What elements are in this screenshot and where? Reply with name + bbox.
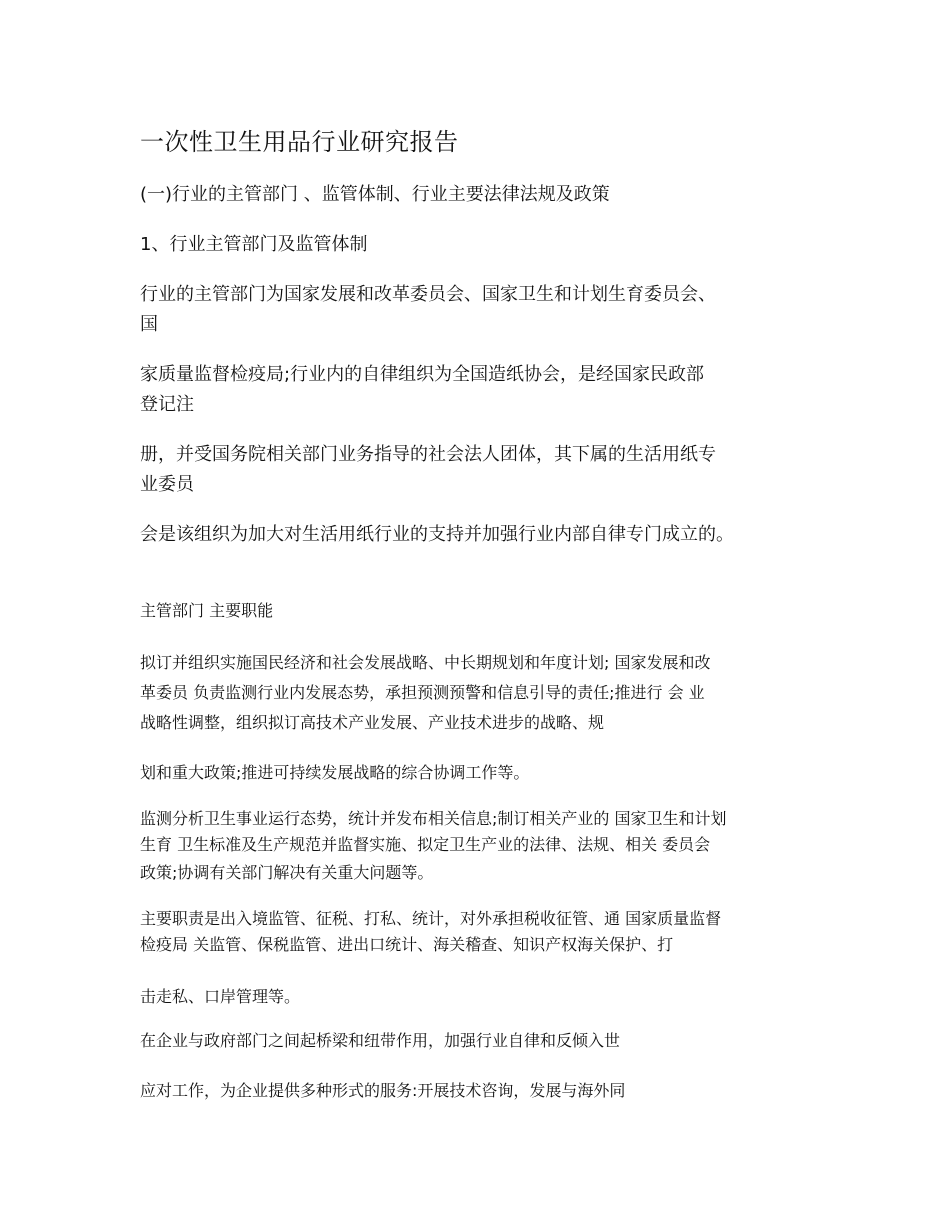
ndrc-line: 战略性调整，组织拟订高技术产业发展、产业技术进步的战略、规 bbox=[140, 713, 605, 732]
ndrc-line: 革委员 负责监测行业内发展态势，承担预测预警和信息引导的责任;推进行 会 业 bbox=[140, 683, 705, 702]
nhfpc-line: 监测分析卫生事业运行态势，统计并发布相关信息;制订相关产业的 国家卫生和计划 bbox=[140, 809, 727, 828]
intro-line: 业委员 bbox=[140, 474, 194, 495]
intro-line: 家质量监督检疫局;行业内的自律组织为全国造纸协会，是经国家民政部 bbox=[140, 364, 705, 385]
nhfpc-line: 生育 卫生标准及生产规范并监督实施、拟定卫生产业的法律、法规、相关 委员会 bbox=[140, 835, 711, 854]
ndrc-line: 划和重大政策;推进可持续发展战略的综合协调工作等。 bbox=[140, 763, 530, 782]
intro-line: 会是该组织为加大对生活用纸行业的支持并加强行业内部自律专门成立的。 bbox=[140, 524, 734, 545]
association-line: 应对工作，为企业提供多种形式的服务:开展技术咨询，发展与海外同 bbox=[140, 1081, 626, 1100]
aqsiq-line: 检疫局 关监管、保税监管、进出口统计、海关稽查、知识产权海关保护、打 bbox=[140, 935, 674, 954]
intro-line: 登记注 bbox=[140, 394, 194, 415]
table-header: 主管部门 主要职能 bbox=[140, 601, 274, 620]
subsection-heading: 1、行业主管部门及监管体制 bbox=[140, 234, 368, 255]
intro-line: 行业的主管部门为国家发展和改革委员会、国家卫生和计划生育委员会、 bbox=[140, 284, 716, 305]
nhfpc-line: 政策;协调有关部门解决有关重大问题等。 bbox=[140, 863, 434, 882]
aqsiq-line: 击走私、口岸管理等。 bbox=[140, 987, 301, 1006]
association-line: 在企业与政府部门之间起桥梁和纽带作用，加强行业自律和反倾入世 bbox=[140, 1031, 621, 1050]
intro-line: 册，并受国务院相关部门业务指导的社会法人团体，其下属的生活用纸专 bbox=[140, 444, 716, 465]
document-title: 一次性卫生用品行业研究报告 bbox=[140, 128, 459, 156]
ndrc-line: 拟订并组织实施国民经济和社会发展战略、中长期规划和年度计划; 国家发展和改 bbox=[140, 653, 711, 672]
section-heading: (一)行业的主管部门 、监管体制、行业主要法律法规及政策 bbox=[140, 184, 610, 205]
intro-line: 国 bbox=[140, 314, 158, 335]
aqsiq-line: 主要职责是出入境监管、征税、打私、统计，对外承担税收征管、通 国家质量监督 bbox=[140, 909, 722, 928]
